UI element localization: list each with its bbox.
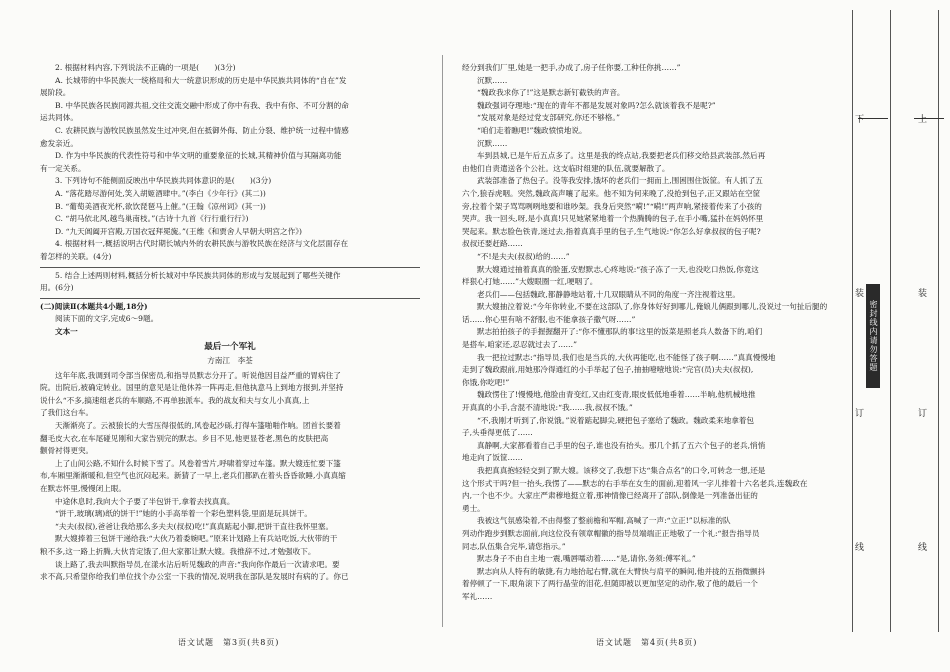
- text-line: 沉默……: [477, 75, 508, 85]
- text-line: “饼干,玻璃(璃)纸的饼干!”她的小手高举着一个彩色塑料袋,里面是玩具饼干。: [55, 509, 312, 519]
- text-line: 经分到我们厂里,她是一把手,办成了,房子任你要,工种任你挑……”: [462, 63, 681, 72]
- text-line: C. “胡马依北风,越鸟巢南枝。”(古诗十九首《行行重行行》): [55, 214, 249, 224]
- page-3: [40, 62, 420, 584]
- text-line: 运共同体。: [40, 113, 78, 123]
- text-line: 是搭车,咱家还,忍忍就过去了……”: [462, 340, 578, 350]
- text-line: 默大嫂抽泣着说:“今年你转业,不要在这部队了,你身体好好到哪儿,俺娘儿俩跟到哪儿,没说过一句扯后腿的: [477, 302, 828, 312]
- text-line: 同志,队伍集合完毕,请您指示。”: [462, 541, 566, 551]
- text-line: 求不高,只希望你给我们单位找个办公室一下我的情况,说明我在部队是发展时有病的了。你已: [40, 572, 349, 582]
- text-line: A. 长城带的中华民族大一统格局和大一统意识形成的历史是中华民族共同体的“自在”发: [55, 75, 347, 85]
- text-line: 叔叔还要赶路……: [462, 239, 523, 249]
- text-line: 地走向了饭筐……: [462, 453, 523, 463]
- binding-char: 下: [853, 114, 863, 123]
- text-line: A. “落花踏尽游何处,笑入胡姬酒肆中。”(李白《少年行》(其二)): [55, 188, 266, 198]
- text-line: 5. 结合上述两则材料,概括分析长城对中华民族共同体的形成与发展起到了哪些关键作: [55, 270, 341, 280]
- page-4-footer: 语文试题 第4页(共8页): [596, 638, 698, 647]
- page-divider: [442, 55, 443, 627]
- text-line: 我把真真抱轻轻交到了默大嫂。该移交了,我想下达“集合点名”的口令,可转念一想,还是: [477, 466, 766, 475]
- text-line: 六个,狼吞虎咽。突然,魏政高声嚷了起来。他不知为何来晚了,没抢到包子,正又跟站在空筐: [462, 188, 761, 198]
- page-4: [462, 62, 842, 604]
- binding-char: 订: [853, 408, 863, 417]
- text-line: 武装部准备了热包子。没等我安排,饿坏的老兵们一拥而上,围困围住饭筐。有人抓了五: [477, 176, 763, 186]
- text-line: 了我们这台车。: [40, 408, 94, 418]
- binding-char: 订: [916, 408, 926, 417]
- text-line: 阅读下面的文字,完成6～9题。: [55, 314, 159, 324]
- text-line: 展阶段。: [40, 88, 71, 98]
- text-line: 文本一: [55, 326, 78, 336]
- binding-char: 上: [916, 114, 926, 123]
- text-line: 2. 根据材料内容,下列说法不正确的一项是( )(3分): [55, 63, 236, 72]
- binding-char: 装: [916, 288, 926, 297]
- text-line: 列动作跑步到默志面前,向这位没有领章帽徽的指导员端端正正地敬了一个礼:“报告指导员: [462, 528, 760, 538]
- text-line: “夫夫(叔叔),爸爸让我给那么多夫夫(叔叔)吃!”真真踮起小脚,把饼干直往我怀里塞。: [55, 521, 334, 531]
- text-line: 翻毛皮大衣,在车尾碰见刚和大家告别完的默志。乡目不见,他更显苍老,黑色的皮肤把高: [40, 433, 329, 443]
- text-line: C. 农耕民族与游牧民族虽然发生过冲突,但在抵御外侮、防止分裂、维护统一过程中情感: [55, 125, 349, 135]
- text-line: 我被这气氛感染着,不由得整了整前檐和军帽,高喊了一声:“立正!”以标准的队: [477, 516, 731, 526]
- text-line: 有一定关系。: [40, 163, 86, 173]
- text-line: (二)阅读Ⅱ(本题共4小题,18分): [40, 301, 148, 311]
- text-line: 样狠心打她……”大嫂眼圈一红,哽咽了。: [462, 277, 598, 287]
- text-line: 院。出院后,被确定转业。国里的意见是让他休养一阵再走,但他执意马上到地方报到,并坚持: [40, 383, 344, 393]
- text-line: 默大嫂通过抽着真真的脸蛋,安慰默志,心疼地说:“孩子冻了一天,也没吃口热饭,你竟这: [477, 264, 759, 274]
- text-line: 由他们自责遣送各个公社。这支临时组建的队伍,就要解散了。: [462, 163, 670, 173]
- text-line: 颧骨衬得更突。: [40, 446, 94, 456]
- text-line: 在默志怀里,慢慢闭上眼。: [40, 484, 126, 493]
- text-line: 这个形式干吗?但一抬头,我愣了——默志的右手举在女生的面前,迎着风一字儿排着十六名老兵,连魏政在: [462, 478, 808, 488]
- binding-line: [938, 10, 939, 632]
- text-line: 着怎样的关联。(4分): [40, 251, 112, 261]
- binding-line: [852, 10, 853, 632]
- article-title: 最后一个军礼: [204, 342, 256, 353]
- text-line: 走到了魏政跟前,用她那冷得通红的小手举起了包子,抽抽噎噎地说:“完官(员)夫夫(叔叔),: [462, 365, 754, 375]
- text-line: 天渐渐亮了。云被狼长的大雪压得很低的,风卷起沙砾,打得车篷啪啪作响。团首长要着: [55, 421, 341, 431]
- text-line: B. “葡萄美酒夜光杯,欲饮琵琶马上催。”(王翰《凉州词》(其一)): [55, 201, 266, 211]
- page-3-footer: 语文试题 第3页(共8页): [178, 638, 280, 647]
- answer-rule: [40, 267, 420, 268]
- answer-rule: [40, 298, 420, 299]
- text-line: 谈上路了,我去叫默指导员,在漾水沾后听见魏政的声音:“我向你作最后一次请求吧。要: [55, 559, 340, 569]
- text-line: 开真真的小手,含混不清地说:“我……我,叔叔不饿。”: [462, 403, 633, 413]
- text-line: 布,车厢里渐渐暖和,但空气也沉闷起来。新猜了一早上,老兵们都趴在着头昏昏欲睡,小真真缩: [40, 471, 346, 481]
- text-line: 默大嫂捧着三包饼干递给我:“大伙乃着委婉吧。”原来计划路上有兵站吃饭,大伙带的干: [55, 534, 338, 544]
- text-line: 车到县城,已是午后五点多了。这里是我的终点站,我要把老兵们移交给县武装部,然后再: [477, 151, 766, 161]
- text-line: 魏政愣住了!慢慢地,他脸由青变红,又由红变青,眼皮低低地垂着……半晌,他机械地推: [477, 390, 756, 400]
- text-line: 你饿,你吃吧!”: [462, 377, 510, 387]
- text-line: B. 中华民族各民族同源共祖,交往交流交融中形成了你中有我、我中有你、不可分割的命: [55, 100, 349, 110]
- text-line: 4. 根据材料一,概括说明古代时期长城内外的农耕民族与游牧民族在经济与文化层面存在: [55, 239, 349, 249]
- text-line: 默志拍拍孩子的手握握翻开了:“你不懂那队的事!这里的饭菜是照老兵人数备下的,咱们: [477, 327, 763, 337]
- text-line: “不!是夫夫(叔叔)给的……”: [477, 251, 570, 261]
- binding-margin: [846, 0, 950, 672]
- text-line: 真静啊,大家都看着自己手里的包子,谁也没有抬头。那几个抓了五六个包子的老兵,悄悄: [477, 440, 766, 450]
- text-line: 默志身子不由自主地一震,嘴唇嚅动着……“是,请你,务须:傅军礼。”: [477, 554, 696, 564]
- text-line: 旁,拉着个架子骂骂咧咧地要和谁吵架。我身后突然“嗬!”“嗬!”两声响,紧接着传来了小孩的: [462, 201, 762, 211]
- text-line: 愈发亲近。: [40, 138, 78, 148]
- text-line: 默志向从人特有的敏捷,有力地抬起右臂,就在大臂快与肩平的瞬间,他并拢的五指微颤抖: [477, 566, 766, 576]
- text-line: “魏政我求你了!”这是默志新钉截铁的声音。: [477, 88, 625, 98]
- text-line: 3. 下列诗句不能侧面反映出中华民族共同体意识的是( )(3分): [55, 176, 272, 186]
- text-line: 用。(6分): [40, 283, 74, 293]
- text-line: 粮不多,这一路上折腾,大伙肯定饿了,但大家都让默大嫂。我推辞不过,才勉强收下。: [40, 546, 316, 556]
- text-line: 哭声。我一回头,呀,是小真真!只见她紧紧地着一个热腾腾的包子,在手小嘴,猛扑在妈妈怀里: [462, 214, 764, 224]
- text-line: “不,我刚才听到了,你说饿。”说着踮起脚尖,硬把包子塞给了魏政。魏政柔来地拿着包: [477, 415, 754, 425]
- text-line: 魏政强词夺理地:“现在的青年不都是发展对象吗?怎么就该着我不是呢?”: [477, 100, 716, 110]
- text-line: 着停顿了一下,眼角滚下了两行晶莹的泪花,但随即被以更加坚定的动作,敬了他的最后一个: [462, 579, 758, 589]
- text-line: 哭起来。默志脸色铁青,迷过去,指着真真手里的包子,生气地说:“你怎么好拿叔叔的包子呢?: [462, 226, 761, 236]
- text-line: 说什么“不多,搞速组老兵的车顺路,不再单独派车。我的战友和夫与女儿小真真,上: [40, 395, 310, 405]
- text-line: D. 作为中华民族的代表性符号和中华文明的重要象征的长城,其精神价值与其隔离功能: [55, 151, 342, 161]
- text-line: D. “九天阊阖开宫殿,万国衣冠拜冕旒。”(王维《和贾舍人早朝大明宫之作》): [55, 226, 302, 236]
- seal-notice: 密封线内请勿答题: [866, 284, 880, 388]
- article-authors: 方南江 李荃: [207, 356, 253, 366]
- text-line: 勇士。: [462, 503, 485, 513]
- text-line: “发展对象是经过党支部研究,你还不够格。”: [477, 113, 621, 123]
- binding-char: 装: [853, 288, 863, 297]
- text-line: 军礼……: [462, 591, 493, 601]
- text-line: 上了山间公路,不知什么时候下雪了。风卷着雪片,呼啸着穿过车篷。默大嫂连忙要下篷: [55, 458, 341, 468]
- text-line: 中途休息时,我向大个子要了半包饼干,拿着去找真真。: [55, 496, 235, 506]
- text-line: “咱们走着瞧吧!”魏政愤愤地说。: [477, 125, 587, 135]
- text-line: 话……你心里有啥不舒服,也不能拿孩子撒气呀……”: [462, 314, 636, 324]
- binding-char: 线: [916, 542, 926, 551]
- text-line: 沉默……: [477, 138, 508, 148]
- text-line: 子,头垂得更低了……: [462, 428, 533, 438]
- binding-char: 线: [853, 542, 863, 551]
- text-line: 这年年底,我调到司令部当保密员,和指导员默志分开了。听说他因目益严重的胃病住了: [55, 370, 341, 380]
- text-line: 我一把拉过默志:“指导员,我们也是当兵的,大伙再能吃,也不能怪了孩子啊……”真真慢慢地: [477, 352, 776, 362]
- binding-line: [890, 10, 891, 632]
- text-line: 内,一个也不少。大家庄严肃穆地挺立着,那神情像已经离开了部队,倒像是一列准备出征的: [462, 491, 758, 501]
- text-line: 老兵们——包括魏政,都静静地站着,十几双眼睛从不同的角度一齐注视着这里。: [477, 289, 741, 299]
